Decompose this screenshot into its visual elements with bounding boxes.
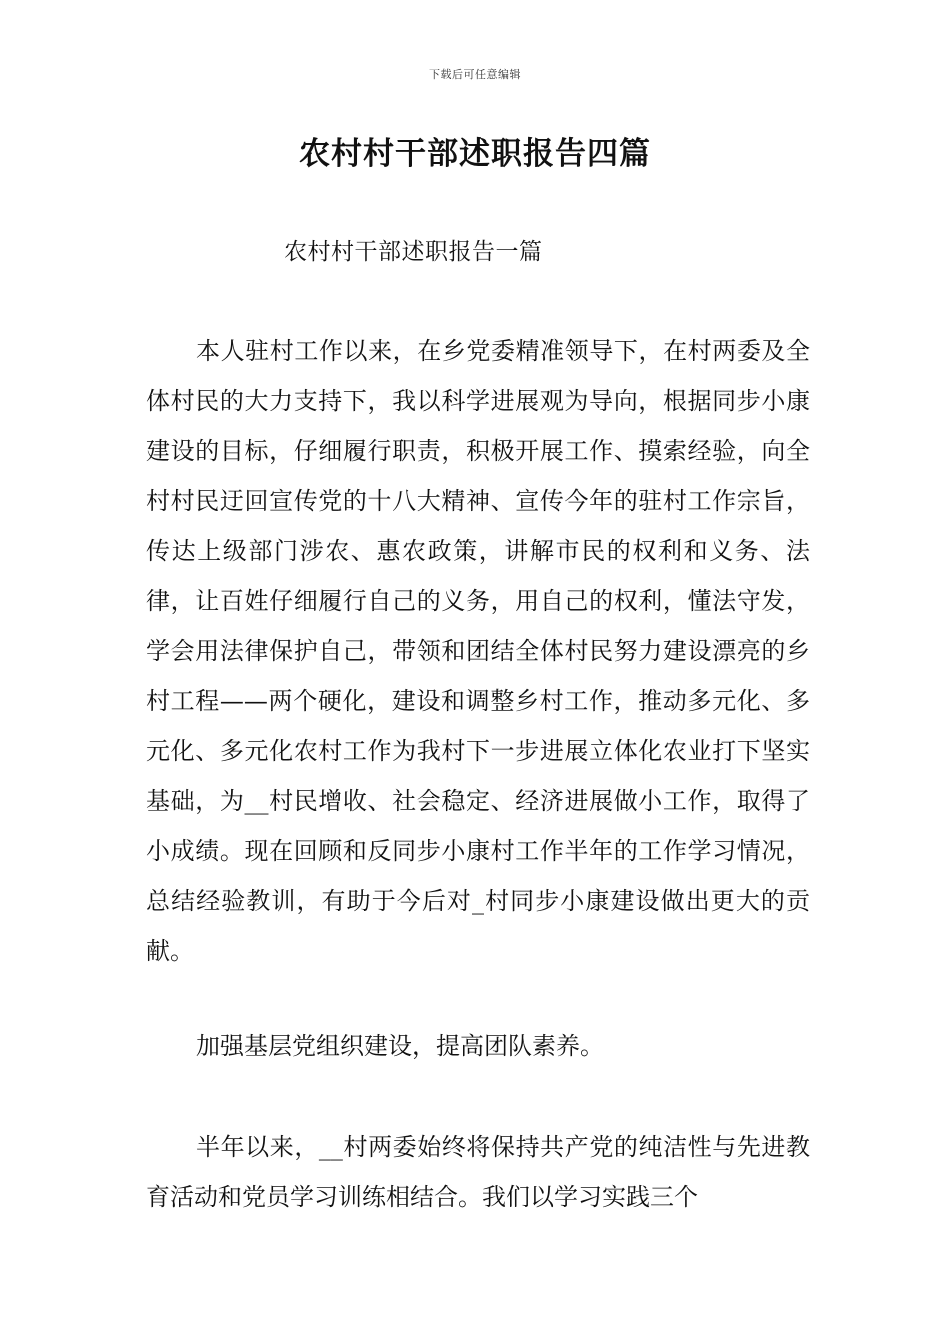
body-paragraph: 半年以来，__村两委始终将保持共产党的纯洁性与先进教育活动和党员学习训练相结合。我们以学习实践三个	[146, 1133, 810, 1211]
body-paragraph: 本人驻村工作以来，在乡党委精准领导下，在村两委及全体村民的大力支持下，我以科学进展观为导向，根据同步小康建设的目标，仔细履行职责，积极开展工作、摸索经验，向全村村民迂回宣传党的十八大精神、宣传今年的驻村工作宗旨，传达上级部门涉农、惠农政策，讲解市民的权利和义务、法律，让百姓仔细履行自己的义务，用自己的权利，懂法守发，学会用法律保护自己，带领和团结全体村民努力建设漂亮的乡村工程——两个硬化，建设和调整乡村工作，推动多元化、多元化、多元化农村工作为我村下一步进展立体化农业打下坚实基础，为__村民增收、社会稳定、经济进展做小工作，取得了小成绩。现在回顾和反同步小康村工作半年的工作学习情况，总结经验教训，有助于今后对_村同步小康建设做出更大的贡献。	[146, 337, 810, 965]
header-note: 下载后可任意编辑	[429, 68, 521, 81]
body-paragraph: 加强基层党组织建设，提高团队素养。	[196, 1032, 604, 1060]
section-subtitle: 农村村干部述职报告一篇	[284, 239, 543, 265]
document-title: 农村村干部述职报告四篇	[299, 136, 651, 172]
